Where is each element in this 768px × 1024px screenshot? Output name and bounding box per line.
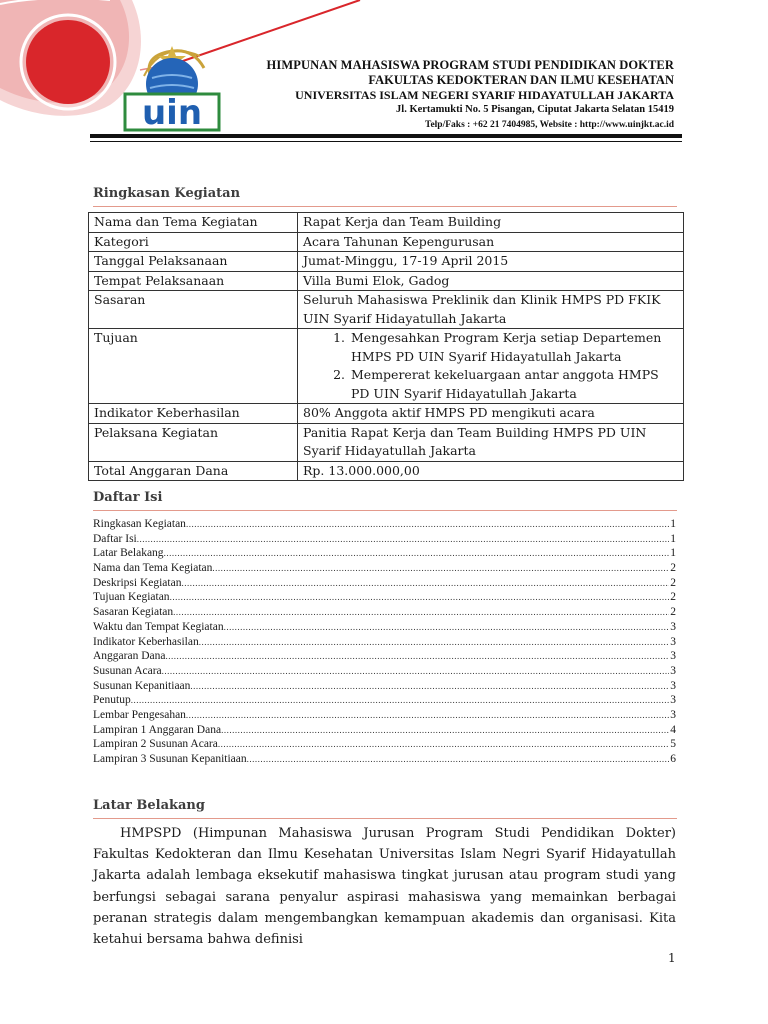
toc-entry[interactable] — [93, 517, 676, 532]
summary-label: Tanggal Pelaksanaan — [89, 252, 298, 272]
toc-heading: Daftar Isi — [93, 490, 677, 511]
toc-entry-title: Lampiran 3 Susunan Kepanitiaan — [93, 753, 247, 765]
toc-entry-page: 2 — [670, 576, 676, 589]
toc-entry[interactable] — [93, 723, 676, 738]
toc-entry-title: Tujuan Kegiatan — [93, 591, 170, 604]
table-row — [89, 213, 684, 233]
toc-leader-dots — [131, 693, 670, 708]
background-paragraph: HMPSPD (Himpunan Mahasiswa Jurusan Program Studi Pendidikan Dokter) Fakultas Kedokteran dan Ilmu Kesehatan Universitas Islam Negri Syarif Hidayatullah Jakarta adalah lembaga eksekutif mahasiswa tingkat jurusan atau program studi yang berfungsi sebagai sarana penyalur aspirasi mahasiswa yang memainkan berbagai peranan strategis dalam mengembangkan kemampuan akademis dan organisasi. Kita ketahui bersama bahwa definisi — [93, 826, 676, 948]
table-row — [89, 423, 684, 461]
letterhead-university: UNIVERSITAS ISLAM NEGERI SYARIF HIDAYATULLAH JAKARTA — [295, 88, 674, 102]
toc-entry-title: Lembar Pengesahan — [93, 708, 186, 721]
toc-entry-title: Lampiran 2 Susunan Acara — [93, 738, 218, 751]
toc-entry-page: 2 — [670, 562, 676, 575]
toc-leader-dots — [190, 679, 669, 694]
summary-label: Nama dan Tema Kegiatan — [89, 213, 298, 233]
letterhead-contact: Telp/Faks : +62 21 7404985, Website : http://www.uinjkt.ac.id — [424, 120, 674, 130]
toc-entry[interactable] — [93, 532, 676, 547]
toc-leader-dots — [186, 708, 669, 723]
toc-list — [93, 517, 676, 767]
toc-entry-title: Ringkasan Kegiatan — [93, 518, 186, 530]
summary-label: Pelaksana Kegiatan — [89, 423, 298, 461]
summary-label: Indikator Keberhasilan — [89, 404, 298, 424]
toc-entry-title: Penutup — [93, 694, 131, 707]
toc-entry[interactable] — [93, 546, 676, 561]
toc-entry-title: Lampiran 1 Anggaran Dana — [93, 723, 222, 736]
toc-entry-page: 3 — [670, 679, 676, 692]
toc-entry[interactable] — [93, 635, 676, 650]
toc-entry-page: 3 — [670, 664, 676, 677]
toc-entry[interactable] — [93, 664, 676, 679]
toc-entry[interactable] — [93, 590, 676, 605]
toc-entry-page: 6 — [670, 753, 676, 765]
toc-entry-title: Deskripsi Kegiatan — [93, 576, 182, 589]
table-row — [89, 329, 684, 404]
toc-entry-title: Latar Belakang — [93, 547, 164, 560]
toc-entry[interactable] — [93, 708, 676, 723]
toc-leader-dots — [224, 620, 670, 635]
toc-entry-title: Susunan Kepanitiaan — [93, 679, 191, 692]
toc-entry-page: 2 — [670, 591, 676, 604]
objectives-list — [303, 329, 678, 403]
toc-leader-dots — [218, 737, 669, 752]
toc-leader-dots — [170, 590, 670, 605]
toc-entry-page: 3 — [670, 708, 676, 721]
toc-leader-dots — [137, 532, 670, 547]
toc-entry-title: Waktu dan Tempat Kegiatan — [93, 620, 224, 633]
summary-heading: Ringkasan Kegiatan — [93, 186, 677, 207]
toc-leader-dots — [173, 605, 669, 620]
summary-label: Total Anggaran Dana — [89, 461, 298, 481]
toc-leader-dots — [186, 517, 669, 532]
table-row — [89, 291, 684, 329]
toc-entry-page: 1 — [670, 547, 676, 560]
summary-label: Kategori — [89, 232, 298, 252]
toc-leader-dots — [247, 752, 670, 767]
toc-leader-dots — [212, 561, 669, 576]
background-heading: Latar Belakang — [93, 798, 677, 819]
toc-entry-title: Sasaran Kegiatan — [93, 606, 174, 619]
summary-value: Panitia Rapat Kerja dan Team Building HMPS PD UIN Syarif Hidayatullah Jakarta — [298, 423, 684, 461]
table-row — [89, 404, 684, 424]
page-number: 1 — [668, 951, 676, 965]
summary-label: Sasaran — [89, 291, 298, 329]
summary-label: Tujuan — [89, 329, 298, 404]
toc-entry[interactable] — [93, 737, 676, 752]
toc-entry-page: 3 — [670, 620, 676, 633]
toc-leader-dots — [221, 723, 669, 738]
background-section — [93, 798, 677, 819]
letterhead-faculty: FAKULTAS KEDOKTERAN DAN ILMU KESEHATAN — [368, 73, 674, 87]
summary-table — [88, 212, 684, 481]
letterhead-address: Jl. Kertamukti No. 5 Pisangan, Ciputat Jakarta Selatan 15419 — [396, 104, 674, 115]
toc-leader-dots — [165, 649, 669, 664]
toc-entry-title: Susunan Acara — [93, 664, 162, 677]
table-row — [89, 252, 684, 272]
letterhead — [234, 58, 674, 132]
toc-entry-title: Anggaran Dana — [93, 650, 166, 663]
toc-section — [93, 490, 677, 511]
table-row — [89, 271, 684, 291]
table-row — [89, 232, 684, 252]
summary-value — [298, 329, 684, 404]
summary-value: 80% Anggota aktif HMPS PD mengikuti acara — [298, 404, 684, 424]
toc-entry-page: 4 — [670, 723, 676, 736]
toc-entry-title: Indikator Keberhasilan — [93, 635, 199, 648]
toc-entry-page: 3 — [670, 694, 676, 707]
logo-text: uin — [141, 93, 203, 132]
table-row — [89, 461, 684, 481]
toc-leader-dots — [181, 576, 669, 591]
summary-value: Villa Bumi Elok, Gadog — [298, 271, 684, 291]
summary-section — [93, 186, 677, 207]
toc-entry[interactable] — [93, 620, 676, 635]
toc-entry-page: 1 — [670, 518, 676, 530]
toc-entry[interactable] — [93, 576, 676, 591]
summary-value: Acara Tahunan Kepengurusan — [298, 232, 684, 252]
summary-value: Jumat-Minggu, 17-19 April 2015 — [298, 252, 684, 272]
toc-entry-title: Nama dan Tema Kegiatan — [93, 562, 213, 575]
summary-value: Rp. 13.000.000,00 — [298, 461, 684, 481]
toc-entry-page: 5 — [670, 738, 676, 751]
toc-entry-page: 3 — [670, 635, 676, 648]
list-item: 1. Mengesahkan Program Kerja setiap Departemen HMPS PD UIN Syarif Hidayatullah Jakarta — [349, 329, 678, 366]
letterhead-organization: HIMPUNAN MAHASISWA PROGRAM STUDI PENDIDIKAN DOKTER — [266, 58, 674, 72]
summary-label: Tempat Pelaksanaan — [89, 271, 298, 291]
toc-entry-page: 3 — [670, 650, 676, 663]
toc-leader-dots — [164, 546, 670, 561]
toc-entry-title: Daftar Isi — [93, 532, 137, 545]
toc-entry[interactable] — [93, 752, 676, 767]
toc-entry[interactable] — [93, 605, 676, 620]
toc-leader-dots — [199, 635, 670, 650]
toc-entry[interactable] — [93, 693, 676, 708]
summary-value: Seluruh Mahasiswa Preklinik dan Klinik HMPS PD FKIK UIN Syarif Hidayatullah Jakarta — [298, 291, 684, 329]
toc-leader-dots — [162, 664, 670, 679]
summary-value: Rapat Kerja dan Team Building — [298, 213, 684, 233]
uin-logo — [122, 38, 222, 132]
toc-entry[interactable] — [93, 561, 676, 576]
toc-entry-page: 2 — [670, 606, 676, 619]
toc-entry[interactable] — [93, 679, 676, 694]
letterhead-divider-thick — [90, 134, 682, 138]
toc-entry-page: 1 — [670, 532, 676, 545]
list-item: 2. Mempererat kekeluargaan antar anggota HMPS PD UIN Syarif Hidayatullah Jakarta — [349, 366, 678, 403]
toc-entry[interactable] — [93, 649, 676, 664]
letterhead-divider-thin — [90, 141, 682, 142]
